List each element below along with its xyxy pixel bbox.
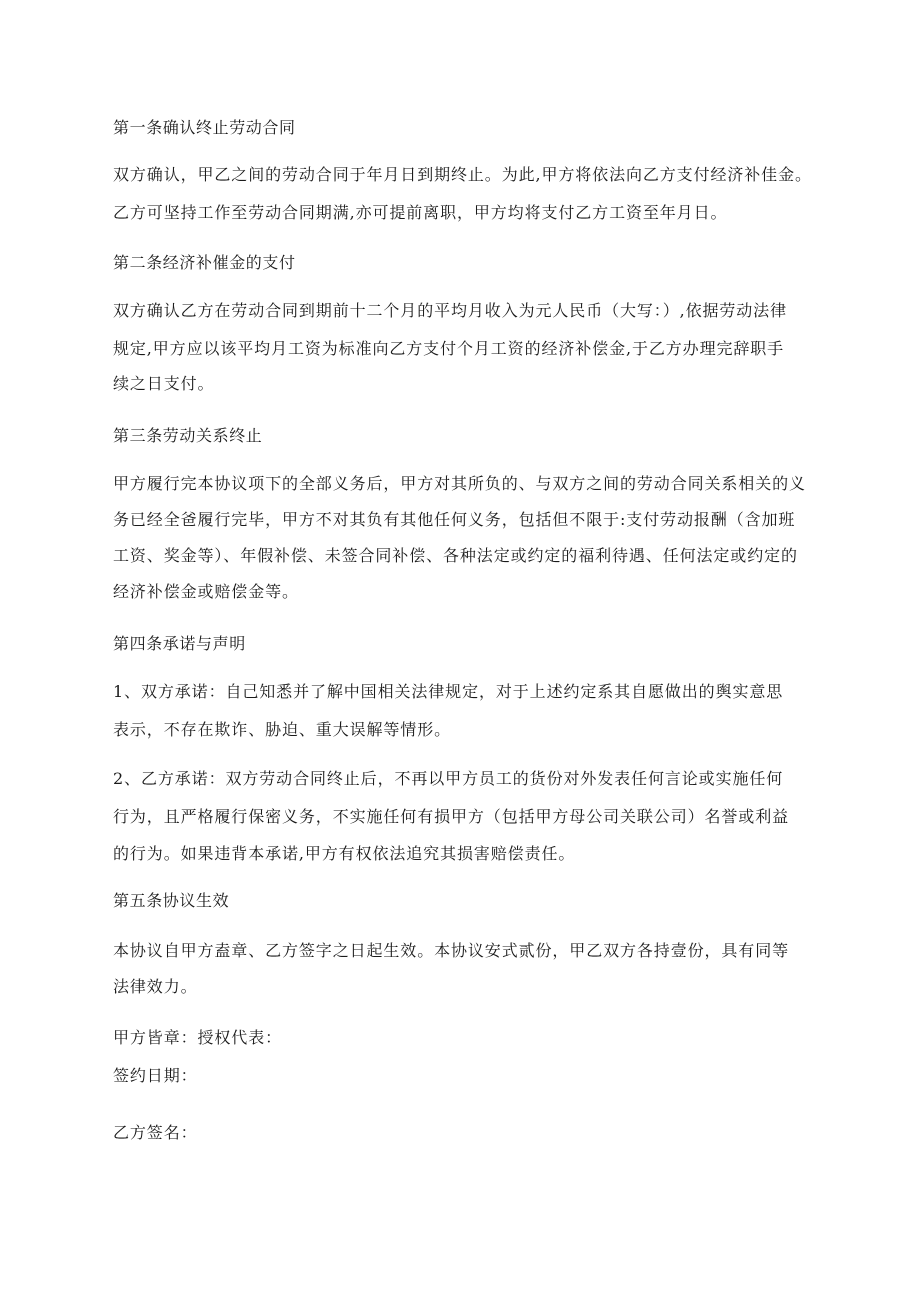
- section-3-title: 第三条劳动关系终止: [113, 426, 263, 445]
- section-3-line-3: 工资、奖金等）、年假补偿、未签合同补偿、各种法定或约定的福利待遇、任何法定或约定的: [113, 546, 798, 565]
- section-4-item-1-line-2: 表示，不存在欺诈、胁迫、重大误解等情形。: [113, 720, 452, 739]
- section-5-line-1: 本协议自甲方盍章、乙方签字之日起生效。本协议安式贰份，甲乙双方各持壹份，具有同等: [113, 941, 790, 960]
- section-3-line-2: 务已经全爸履行完毕，甲方不对其负有其他任何义务，包括但不限于:支付劳动报酬（含加班: [113, 510, 796, 529]
- section-5-line-2: 法律效力。: [113, 977, 198, 996]
- section-3-line-1: 甲方履行完本协议项下的全部义务后，甲方对其所负的、与双方之间的劳动合同关系相关的义: [113, 474, 806, 493]
- section-3-line-4: 经济补偿金或赔偿金等。: [113, 582, 299, 601]
- section-2-line-1: 双方确认乙方在劳动合同到期前十二个月的平均月收入为元人民币（大写：）,依据劳动法律: [113, 301, 787, 320]
- section-1-line-1: 双方确认，甲乙之间的劳动合同于年月日到期终止。为此,甲方将依法向乙方支付经济补佳金。: [113, 165, 812, 184]
- section-1-title: 第一条确认终止劳动合同: [113, 118, 296, 137]
- signing-date-label: 签约日期：: [113, 1066, 198, 1085]
- party-a-seal-label: 甲方皆章：授权代表：: [113, 1028, 283, 1047]
- section-1-line-2: 乙方可坚持工作至劳动合同期满,亦可提前离职，甲方均将支付乙方工资至年月日。: [113, 203, 728, 222]
- section-5-title: 第五条协议生效: [113, 891, 230, 910]
- section-4-title: 第四条承诺与声明: [113, 634, 246, 653]
- section-4-item-2-line-3: 的行为。如果违背本承诺,甲方有权依法追究其损害赔偿责任。: [113, 844, 576, 863]
- section-4-item-2-line-2: 行为，且严格履行保密义务，不实施任何有损甲方（包括甲方母公司关联公司）名誉或利益: [113, 807, 790, 826]
- section-2-line-3: 续之日支付。: [113, 374, 215, 393]
- section-4-item-1-line-1: 1、双方承诺：自己知悉并了解中国相关法律规定，对于上述约定系其自愿做出的舆实意思: [113, 682, 784, 701]
- section-4-item-2-line-1: 2、乙方承诺：双方劳动合同终止后，不再以甲方员工的货份对外发表任何言论或实施任何: [113, 769, 784, 788]
- section-2-line-2: 规定,甲方应以该平均月工资为标准向乙方支付个月工资的经济补偿金,于乙方办理完辞职手: [113, 339, 785, 358]
- section-2-title: 第二条经济补催金的支付: [113, 253, 296, 272]
- party-b-signature-label: 乙方签名：: [113, 1123, 198, 1142]
